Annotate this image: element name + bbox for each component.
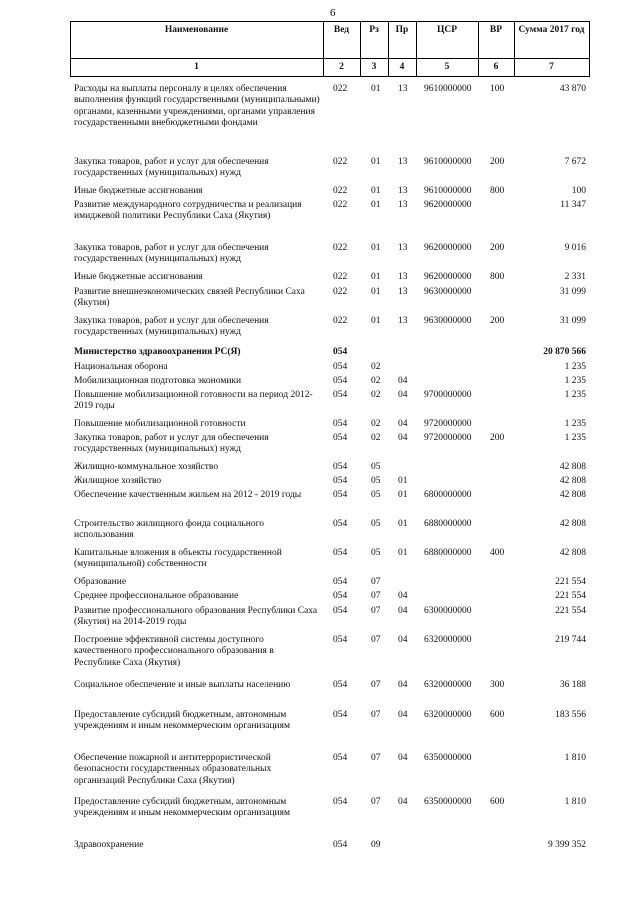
table-header bbox=[70, 21, 590, 77]
col-header-vr: ВР bbox=[489, 25, 503, 35]
cell-csr: 9720000000 bbox=[424, 433, 472, 443]
cell-rz: 02 bbox=[371, 433, 381, 443]
cell-pr: 04 bbox=[398, 376, 408, 386]
col-number-6: 6 bbox=[493, 62, 499, 72]
cell-ved: 054 bbox=[333, 710, 348, 720]
cell-name: Закупка товаров, работ и услуг для обеспечения государственных (муниципальных) нужд bbox=[74, 433, 269, 455]
cell-csr: 6800000000 bbox=[424, 490, 472, 500]
cell-rz: 09 bbox=[371, 840, 381, 850]
cell-rz: 02 bbox=[371, 419, 381, 429]
cell-sum: 1 235 bbox=[564, 433, 586, 443]
cell-rz: 05 bbox=[371, 476, 381, 486]
cell-pr: 04 bbox=[398, 635, 408, 645]
cell-sum: 43 870 bbox=[559, 84, 586, 94]
cell-sum: 9 016 bbox=[564, 243, 586, 253]
cell-name: Предоставление субсидий бюджетным, автономным учреждениям и иным некоммерческим организациям bbox=[74, 710, 291, 732]
cell-name: Социальное обеспечение и иные выплаты населению bbox=[74, 680, 291, 690]
cell-csr: 6300000000 bbox=[424, 606, 472, 616]
cell-ved: 054 bbox=[333, 680, 348, 690]
col-header-sum: Сумма 2017 год bbox=[518, 25, 585, 35]
cell-name: Жилищно-коммунальное хозяйство bbox=[74, 462, 219, 472]
cell-ved: 054 bbox=[333, 753, 348, 763]
cell-vr: 800 bbox=[490, 272, 505, 282]
cell-csr: 9720000000 bbox=[424, 419, 472, 429]
cell-name: Национальная оборона bbox=[74, 362, 168, 372]
cell-ved: 022 bbox=[333, 243, 348, 253]
cell-vr: 200 bbox=[490, 433, 505, 443]
cell-name: Расходы на выплаты персоналу в целях обеспечения выполнения функций государственными (муниципальными) органами, казенными учреждениями, органами управления государственными внебюджетными фондами bbox=[74, 84, 320, 129]
cell-pr: 13 bbox=[398, 243, 408, 253]
cell-sum: 1 235 bbox=[564, 419, 586, 429]
cell-name: Образование bbox=[74, 577, 127, 587]
cell-ved: 054 bbox=[333, 519, 348, 529]
cell-csr: 9610000000 bbox=[424, 84, 472, 94]
cell-pr: 13 bbox=[398, 200, 408, 210]
cell-vr: 100 bbox=[490, 84, 505, 94]
cell-ved: 054 bbox=[333, 490, 348, 500]
cell-sum: 1 235 bbox=[564, 376, 586, 386]
cell-csr: 9610000000 bbox=[424, 157, 472, 167]
cell-name: Среднее профессиональное образование bbox=[74, 591, 239, 601]
cell-ved: 054 bbox=[333, 390, 348, 400]
cell-name: Предоставление субсидий бюджетным, автономным учреждениям и иным некоммерческим организациям bbox=[74, 797, 291, 819]
cell-name: Жилищное хозяйство bbox=[74, 476, 162, 486]
cell-sum: 31 099 bbox=[559, 316, 586, 326]
cell-ved: 054 bbox=[333, 476, 348, 486]
cell-csr: 9620000000 bbox=[424, 272, 472, 282]
cell-pr: 04 bbox=[398, 753, 408, 763]
cell-csr: 9620000000 bbox=[424, 200, 472, 210]
cell-pr: 04 bbox=[398, 710, 408, 720]
cell-name: Мобилизационная подготовка экономики bbox=[74, 376, 242, 386]
cell-rz: 01 bbox=[371, 316, 381, 326]
cell-sum: 2 331 bbox=[564, 272, 586, 282]
cell-pr: 04 bbox=[398, 433, 408, 443]
cell-name: Построение эффективной системы доступного качественного профессионального образования в Республике Саха (Якутия) bbox=[74, 635, 274, 668]
cell-ved: 054 bbox=[333, 548, 348, 558]
cell-name: Иные бюджетные ассигнования bbox=[74, 186, 203, 196]
cell-ved: 022 bbox=[333, 287, 348, 297]
cell-vr: 200 bbox=[490, 243, 505, 253]
cell-ved: 054 bbox=[333, 347, 348, 357]
cell-pr: 13 bbox=[398, 272, 408, 282]
cell-rz: 07 bbox=[371, 577, 381, 587]
col-number-3: 3 bbox=[371, 62, 377, 72]
cell-name: Повышение мобилизационной готовности на период 2012-2019 годы bbox=[74, 390, 313, 412]
cell-rz: 01 bbox=[371, 243, 381, 253]
cell-ved: 022 bbox=[333, 200, 348, 210]
cell-vr: 300 bbox=[490, 680, 505, 690]
cell-sum: 20 870 566 bbox=[543, 347, 586, 357]
cell-rz: 07 bbox=[371, 797, 381, 807]
cell-name: Закупка товаров, работ и услуг для обеспечения государственных (муниципальных) нужд bbox=[74, 157, 269, 179]
cell-sum: 1 810 bbox=[564, 797, 586, 807]
cell-vr: 800 bbox=[490, 186, 505, 196]
cell-pr: 01 bbox=[398, 548, 408, 558]
cell-sum: 9 399 352 bbox=[548, 840, 586, 850]
cell-ved: 054 bbox=[333, 462, 348, 472]
cell-name: Здравоохранение bbox=[74, 840, 144, 850]
col-header-ved: Вед bbox=[333, 25, 350, 35]
cell-pr: 13 bbox=[398, 316, 408, 326]
cell-sum: 42 808 bbox=[559, 476, 586, 486]
cell-ved: 022 bbox=[333, 272, 348, 282]
cell-csr: 9620000000 bbox=[424, 243, 472, 253]
cell-rz: 02 bbox=[371, 376, 381, 386]
page-number: 6 bbox=[330, 7, 336, 19]
cell-rz: 01 bbox=[371, 287, 381, 297]
cell-ved: 022 bbox=[333, 157, 348, 167]
cell-name: Развитие международного сотрудничества и реализация имиджевой политики Республики Саха (Якутия) bbox=[74, 200, 302, 222]
cell-name: Министерство здравоохранения РС(Я) bbox=[74, 347, 241, 357]
col-header-csr: ЦСР bbox=[436, 25, 458, 35]
col-number-4: 4 bbox=[399, 62, 405, 72]
cell-sum: 42 808 bbox=[559, 548, 586, 558]
cell-rz: 07 bbox=[371, 710, 381, 720]
cell-ved: 054 bbox=[333, 635, 348, 645]
cell-ved: 022 bbox=[333, 186, 348, 196]
cell-csr: 6880000000 bbox=[424, 519, 472, 529]
cell-csr: 6320000000 bbox=[424, 635, 472, 645]
cell-csr: 9630000000 bbox=[424, 316, 472, 326]
cell-pr: 04 bbox=[398, 419, 408, 429]
cell-rz: 05 bbox=[371, 462, 381, 472]
cell-name: Закупка товаров, работ и услуг для обеспечения государственных (муниципальных) нужд bbox=[74, 243, 269, 265]
cell-rz: 02 bbox=[371, 390, 381, 400]
cell-sum: 7 672 bbox=[564, 157, 586, 167]
cell-rz: 01 bbox=[371, 186, 381, 196]
cell-sum: 42 808 bbox=[559, 462, 586, 472]
cell-pr: 04 bbox=[398, 797, 408, 807]
cell-ved: 054 bbox=[333, 606, 348, 616]
cell-csr: 6320000000 bbox=[424, 680, 472, 690]
cell-name: Обеспечение пожарной и антитеррористической безопасности государственных образовательных организаций Республики Саха (Якутия) bbox=[74, 753, 272, 786]
cell-pr: 01 bbox=[398, 519, 408, 529]
cell-rz: 01 bbox=[371, 84, 381, 94]
cell-rz: 07 bbox=[371, 591, 381, 601]
cell-vr: 600 bbox=[490, 710, 505, 720]
cell-csr: 9610000000 bbox=[424, 186, 472, 196]
cell-name: Развитие внешнеэкономических связей Республики Саха (Якутия) bbox=[74, 287, 305, 309]
col-header-name: Наименование bbox=[164, 25, 229, 35]
cell-rz: 07 bbox=[371, 606, 381, 616]
cell-sum: 100 bbox=[571, 186, 586, 196]
cell-pr: 13 bbox=[398, 84, 408, 94]
cell-rz: 07 bbox=[371, 635, 381, 645]
cell-rz: 02 bbox=[371, 362, 381, 372]
cell-sum: 36 188 bbox=[559, 680, 586, 690]
cell-pr: 04 bbox=[398, 591, 408, 601]
cell-name: Строительство жилищного фонда социального использования bbox=[74, 519, 264, 541]
cell-rz: 05 bbox=[371, 548, 381, 558]
cell-name: Иные бюджетные ассигнования bbox=[74, 272, 203, 282]
col-number-7: 7 bbox=[549, 62, 554, 72]
cell-rz: 07 bbox=[371, 753, 381, 763]
cell-vr: 400 bbox=[490, 548, 505, 558]
cell-ved: 054 bbox=[333, 577, 348, 587]
cell-pr: 04 bbox=[398, 606, 408, 616]
cell-ved: 054 bbox=[333, 797, 348, 807]
cell-pr: 01 bbox=[398, 476, 408, 486]
cell-rz: 05 bbox=[371, 490, 381, 500]
cell-name: Обеспечение качественным жильем на 2012 - 2019 годы bbox=[74, 490, 302, 500]
cell-sum: 221 554 bbox=[555, 577, 586, 587]
col-number-5: 5 bbox=[444, 62, 450, 72]
col-header-pr: Пр bbox=[395, 25, 409, 35]
cell-pr: 13 bbox=[398, 157, 408, 167]
cell-ved: 054 bbox=[333, 376, 348, 386]
cell-pr: 04 bbox=[398, 390, 408, 400]
cell-sum: 183 556 bbox=[555, 710, 586, 720]
cell-rz: 05 bbox=[371, 519, 381, 529]
cell-csr: 9630000000 bbox=[424, 287, 472, 297]
cell-rz: 01 bbox=[371, 272, 381, 282]
cell-name: Повышение мобилизационной готовности bbox=[74, 419, 246, 429]
cell-sum: 42 808 bbox=[559, 519, 586, 529]
cell-ved: 054 bbox=[333, 591, 348, 601]
cell-sum: 221 554 bbox=[555, 606, 586, 616]
cell-ved: 054 bbox=[333, 433, 348, 443]
col-header-rz: Рз bbox=[369, 25, 379, 35]
cell-pr: 01 bbox=[398, 490, 408, 500]
cell-sum: 1 810 bbox=[564, 753, 586, 763]
cell-vr: 200 bbox=[490, 316, 505, 326]
cell-csr: 6350000000 bbox=[424, 753, 472, 763]
cell-sum: 31 099 bbox=[559, 287, 586, 297]
cell-pr: 13 bbox=[398, 186, 408, 196]
cell-pr: 13 bbox=[398, 287, 408, 297]
cell-ved: 054 bbox=[333, 840, 348, 850]
cell-csr: 6350000000 bbox=[424, 797, 472, 807]
cell-sum: 1 235 bbox=[564, 362, 586, 372]
cell-vr: 600 bbox=[490, 797, 505, 807]
cell-name: Закупка товаров, работ и услуг для обеспечения государственных (муниципальных) нужд bbox=[74, 316, 269, 338]
cell-ved: 054 bbox=[333, 419, 348, 429]
cell-csr: 6880000000 bbox=[424, 548, 472, 558]
cell-pr: 04 bbox=[398, 680, 408, 690]
cell-sum: 221 554 bbox=[555, 591, 586, 601]
cell-rz: 07 bbox=[371, 680, 381, 690]
cell-name: Капитальные вложения в объекты государственной (муниципальной) собственности bbox=[74, 548, 282, 570]
cell-sum: 42 808 bbox=[559, 490, 586, 500]
cell-csr: 9700000000 bbox=[424, 390, 472, 400]
cell-sum: 11 347 bbox=[560, 200, 586, 210]
cell-rz: 01 bbox=[371, 200, 381, 210]
cell-ved: 022 bbox=[333, 84, 348, 94]
cell-sum: 1 235 bbox=[564, 390, 586, 400]
cell-csr: 6320000000 bbox=[424, 710, 472, 720]
cell-rz: 01 bbox=[371, 157, 381, 167]
cell-ved: 054 bbox=[333, 362, 348, 372]
cell-vr: 200 bbox=[490, 157, 505, 167]
cell-name: Развитие профессионального образования Республики Саха (Якутия) на 2014-2019 годы bbox=[74, 606, 318, 628]
cell-ved: 022 bbox=[333, 316, 348, 326]
col-number-2: 2 bbox=[339, 62, 344, 72]
cell-sum: 219 744 bbox=[555, 635, 586, 645]
col-number-1: 1 bbox=[194, 62, 199, 72]
